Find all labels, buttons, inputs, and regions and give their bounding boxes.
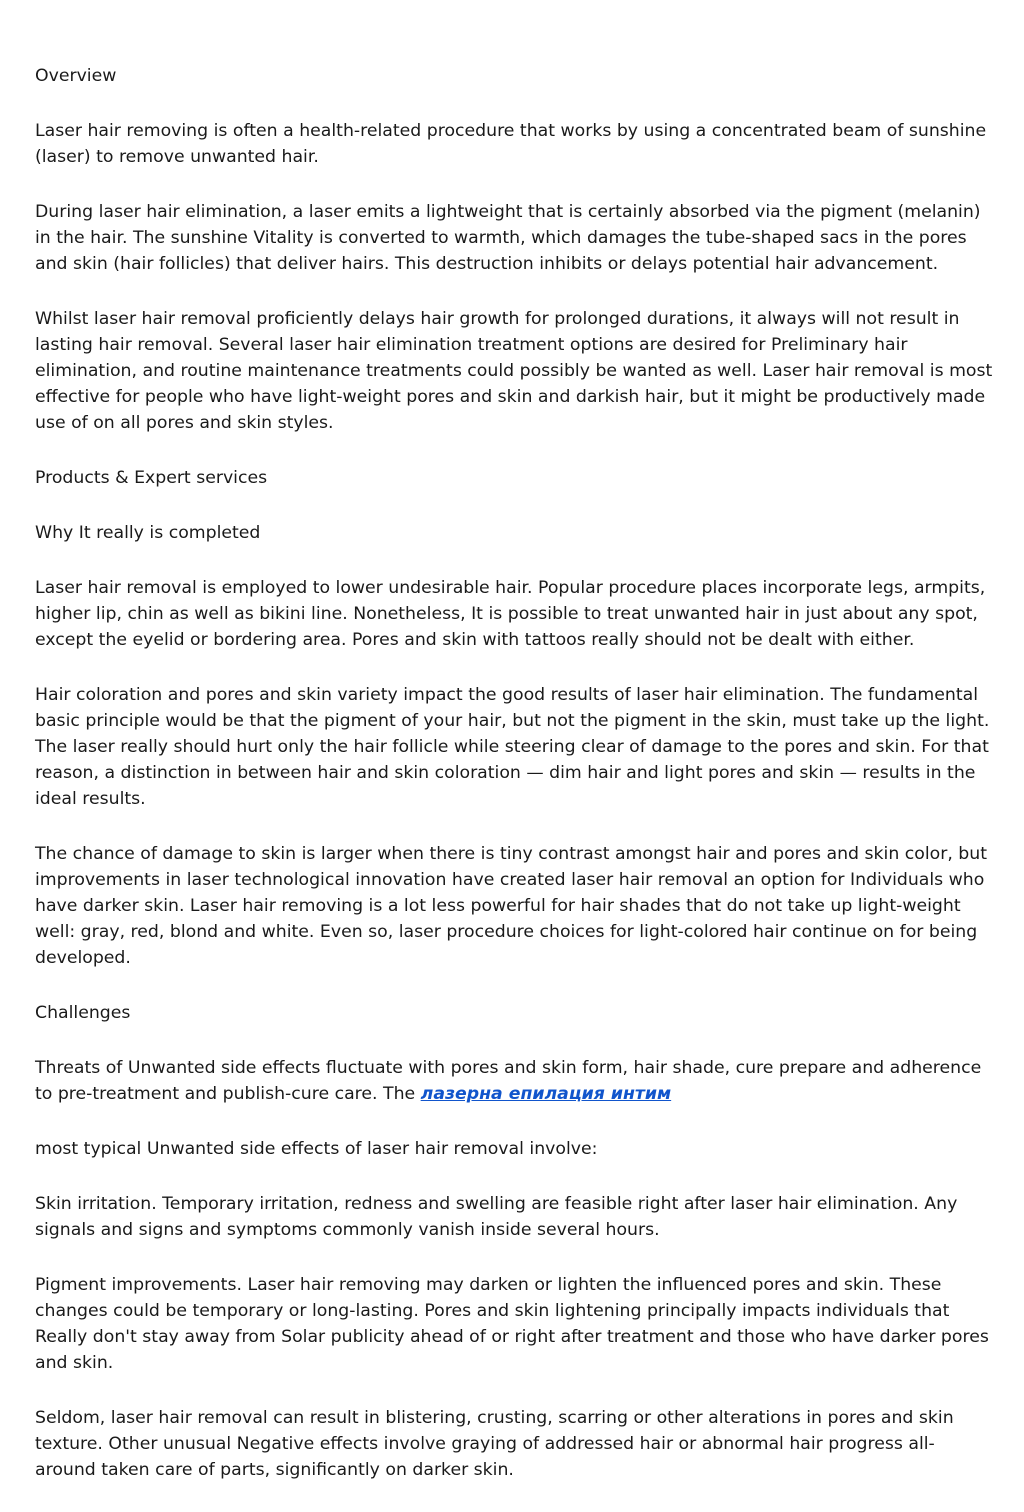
section-heading-challenges: Challenges [35, 1003, 131, 1023]
paragraph-threats [35, 1055, 995, 1107]
paragraph-pigment: Pigment improvements. Laser hair removing may darken or lighten the influenced pores and skin. These changes could be temporary or long-lasting. Pores and skin lightening principally impacts individuals that Really don't stay away from Solar publicity ahead of or right after treatment and those who have darker pores and skin. [35, 1275, 989, 1373]
paragraph-threats-text: Threats of Unwanted side effects fluctuate with pores and skin form, hair shade, cure prepare and adherence to pre-treatment and publish-cure care. The [35, 1058, 982, 1104]
section-heading-products: Products & Expert services [35, 468, 268, 488]
section-heading-overview: Overview [35, 66, 117, 86]
document-body [35, 63, 995, 1512]
paragraph-uses: Laser hair removal is employed to lower undesirable hair. Popular procedure places incorporate legs, armpits, higher lip, chin as well as bikini line. Nonetheless, It is possible to treat unwanted hair in just about any spot, except the eyelid or bordering area. Pores and skin with tattoos really should not be dealt with either. [35, 578, 986, 650]
paragraph-side-effects-intro: most typical Unwanted side effects of laser hair removal involve: [35, 1139, 598, 1159]
paragraph-rare-effects: Seldom, laser hair removal can result in blistering, crusting, scarring or other alterations in pores and skin texture. Other unusual Negative effects involve graying of addressed hair or abnormal hair progress all-around taken care of parts, significantly on darker skin. [35, 1408, 954, 1480]
paragraph-mechanism: During laser hair elimination, a laser emits a lightweight that is certainly absorbed via the pigment (melanin) in the hair. The sunshine Vitality is converted to warmth, which damages the tube-shaped sacs in the pores and skin (hair follicles) that deliver hairs. This destruction inhibits or delays potential hair advancement. [35, 202, 981, 274]
paragraph-effectiveness: Whilst laser hair removal proficiently delays hair growth for prolonged durations, it always will not result in lasting hair removal. Several laser hair elimination treatment options are desired for Preliminary hair elimination, and routine maintenance treatments could possibly be wanted as well. Laser hair removal is most effective for people who have light-weight pores and skin and darkish hair, but it might be productively made use of on all pores and skin styles. [35, 309, 993, 433]
paragraph-intro: Laser hair removing is often a health-related procedure that works by using a concentrated beam of sunshine (laser) to remove unwanted hair. [35, 121, 987, 167]
paragraph-coloration: Hair coloration and pores and skin variety impact the good results of laser hair elimination. The fundamental basic principle would be that the pigment of your hair, but not the pigment in the skin, must take up the light. The laser really should hurt only the hair follicle while steering clear of damage to the pores and skin. For that reason, a distinction in between hair and skin coloration — dim hair and light pores and skin — results in the ideal results. [35, 685, 990, 809]
paragraph-skin-irritation: Skin irritation. Temporary irritation, redness and swelling are feasible right after laser hair elimination. Any signals and signs and symptoms commonly vanish inside several hours. [35, 1194, 958, 1240]
laser-epilation-link[interactable]: лазерна епилация интим [420, 1084, 672, 1104]
section-heading-why: Why It really is completed [35, 523, 261, 543]
paragraph-contrast: The chance of damage to skin is larger when there is tiny contrast amongst hair and pores and skin color, but improvements in laser technological innovation have created laser hair removal an option for Individuals who have darker skin. Laser hair removing is a lot less powerful for hair shades that do not take up light-weight well: gray, red, blond and white. Even so, laser procedure choices for light-colored hair continue on for being developed. [35, 844, 988, 968]
